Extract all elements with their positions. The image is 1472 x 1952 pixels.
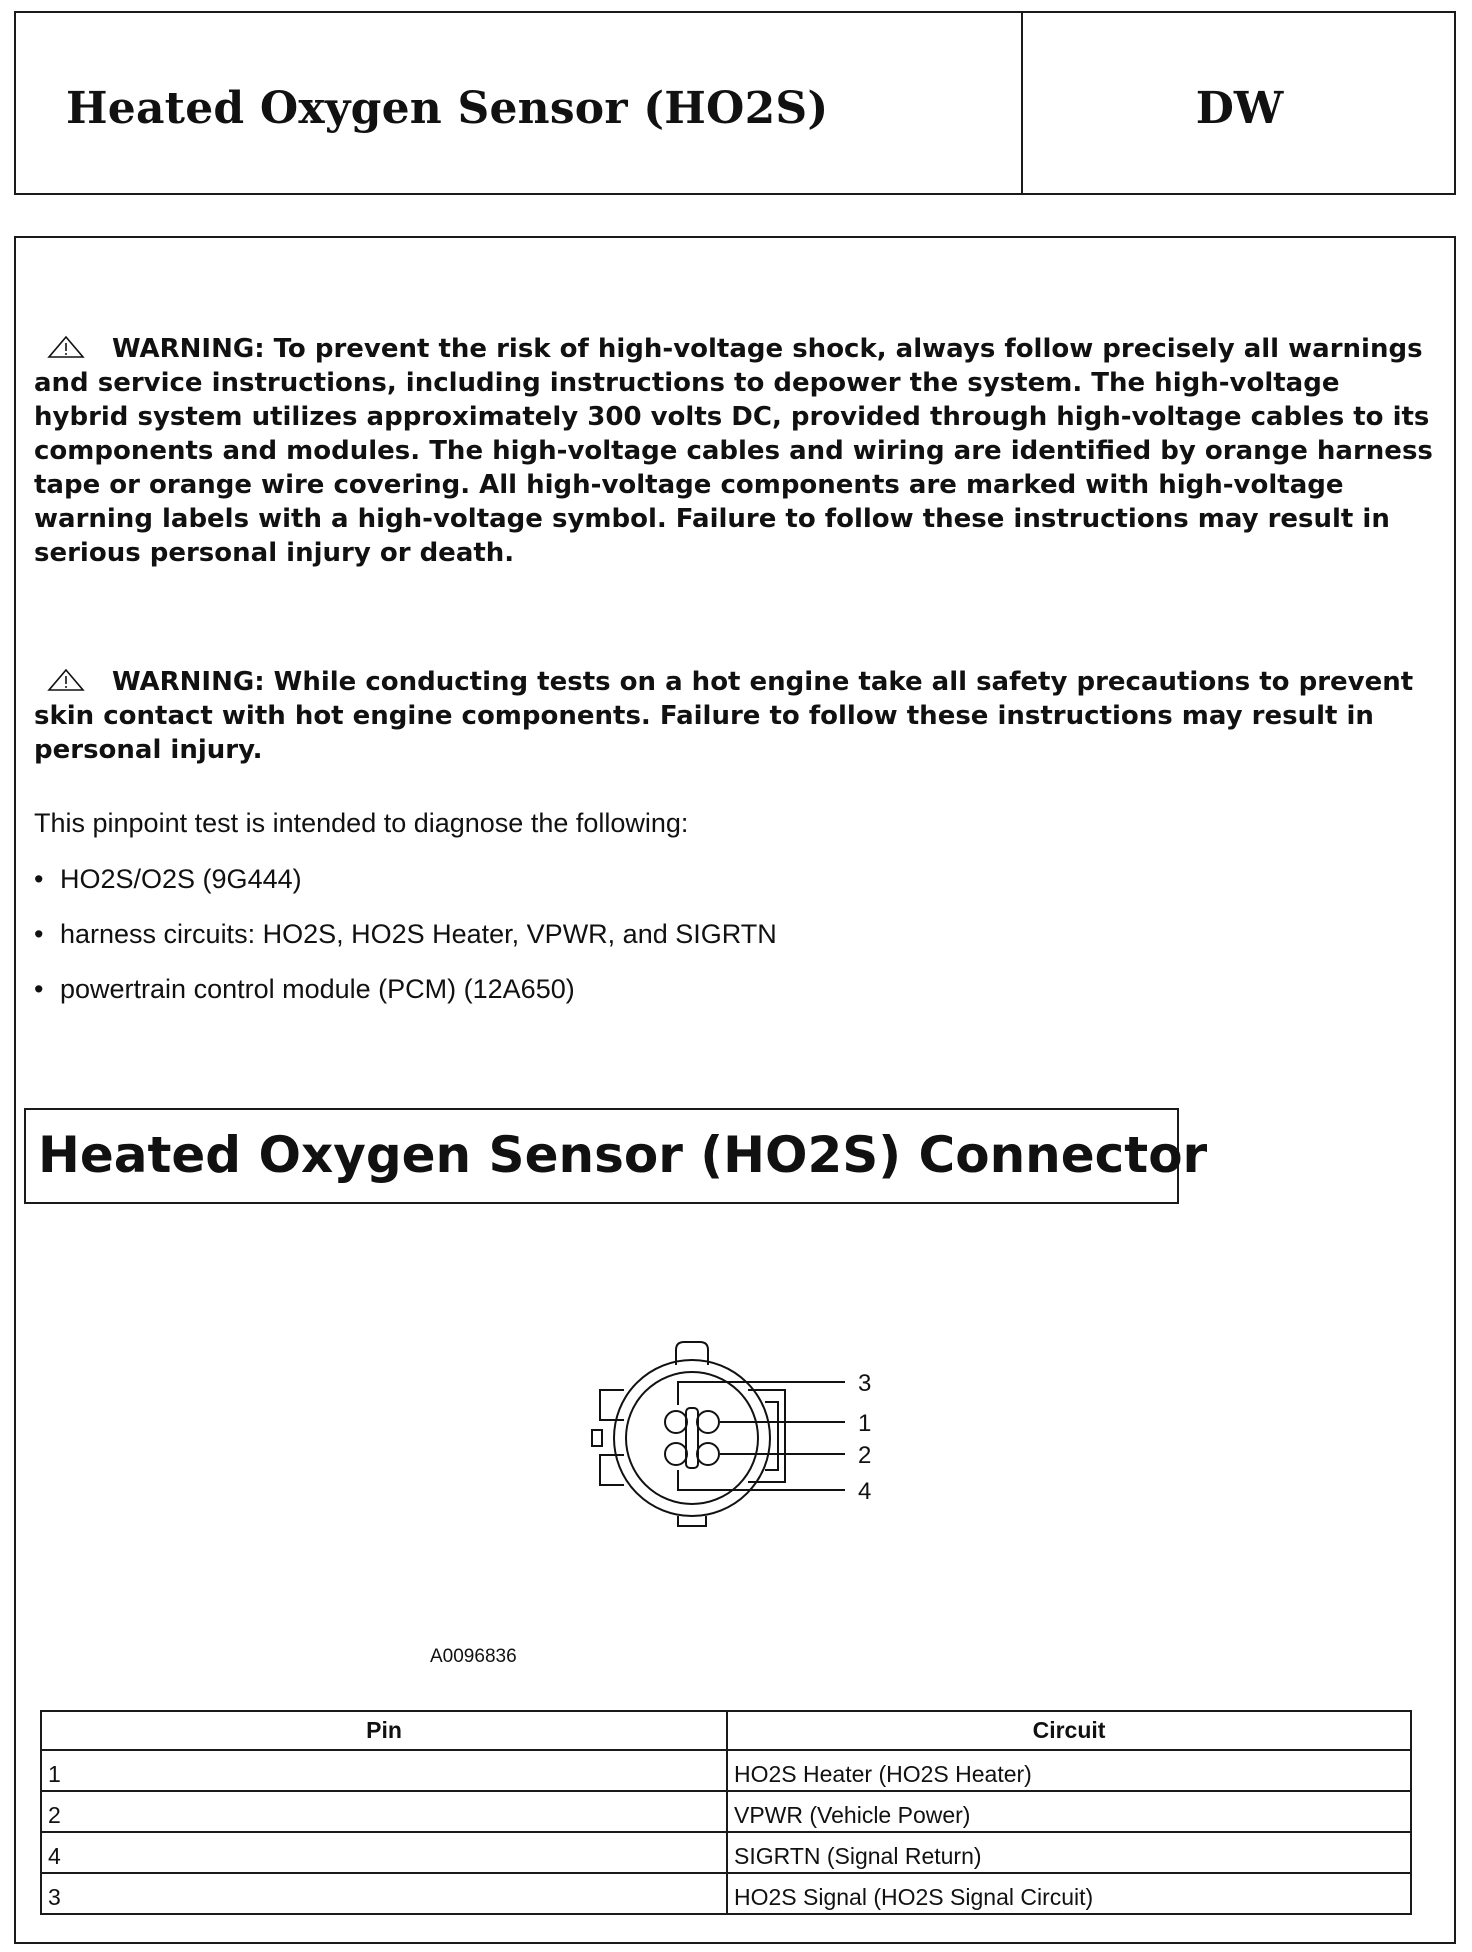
pin-cell: 4 [41, 1832, 727, 1873]
pin-label-4: 4 [858, 1478, 872, 1505]
pin-cell: 1 [41, 1750, 727, 1791]
list-item: • powertrain control module (PCM) (12A650) [34, 974, 575, 1004]
circuit-cell: HO2S Heater (HO2S Heater) [727, 1750, 1411, 1791]
pin-label-3: 3 [858, 1370, 872, 1397]
table-row [41, 1750, 1411, 1791]
warning-triangle-icon [46, 335, 86, 359]
pin-table [40, 1710, 1412, 1915]
circuit-cell: SIGRTN (Signal Return) [727, 1832, 1411, 1873]
list-item: • HO2S/O2S (9G444) [34, 864, 302, 894]
pin-cell: 3 [41, 1873, 727, 1914]
circuit-cell: HO2S Signal (HO2S Signal Circuit) [727, 1873, 1411, 1914]
page-code: DW [1195, 83, 1284, 134]
page-title: Heated Oxygen Sensor (HO2S) [66, 83, 829, 134]
table-row [41, 1791, 1411, 1832]
figure-code: A0096836 [430, 1646, 517, 1667]
warning-text: WARNING: To prevent the risk of high-voltage shock, always follow precisely all warnings and service instructions, including instructions to depower the system. The high-voltage hybrid system utilizes approximately 300 volts DC, provided through high-voltage cables to its components and modules. The high-voltage cables and wiring are identified by orange harness tape or orange wire covering. All high-voltage components are marked with high-voltage warning labels with a high-voltage symbol. Failure to follow these instructions may result in serious personal injury or death. [34, 334, 1433, 568]
warning-hot-engine [34, 665, 1434, 767]
table-row [41, 1832, 1411, 1873]
table-row [41, 1873, 1411, 1914]
diagnose-list [34, 862, 777, 1027]
warning-triangle-icon [46, 668, 86, 692]
table-header-row [41, 1711, 1411, 1750]
section-title: Heated Oxygen Sensor (HO2S) Connector [38, 1126, 1208, 1184]
circuit-cell: VPWR (Vehicle Power) [727, 1791, 1411, 1832]
page-header [14, 11, 1456, 195]
connector-diagram [580, 1330, 900, 1540]
warning-high-voltage [34, 332, 1434, 570]
intro-text: This pinpoint test is intended to diagnose the following: [34, 808, 689, 838]
pin-label-2: 2 [858, 1442, 872, 1469]
section-header [24, 1108, 1208, 1204]
list-item: • harness circuits: HO2S, HO2S Heater, VPWR, and SIGRTN [34, 919, 777, 949]
column-header-pin: Pin [41, 1711, 727, 1750]
pin-cell: 2 [41, 1791, 727, 1832]
pin-label-1: 1 [858, 1410, 872, 1437]
warning-text: WARNING: While conducting tests on a hot engine take all safety precautions to prevent skin contact with hot engine components. Failure to follow these instructions may result in personal injury. [34, 667, 1414, 765]
column-header-circuit: Circuit [727, 1711, 1411, 1750]
